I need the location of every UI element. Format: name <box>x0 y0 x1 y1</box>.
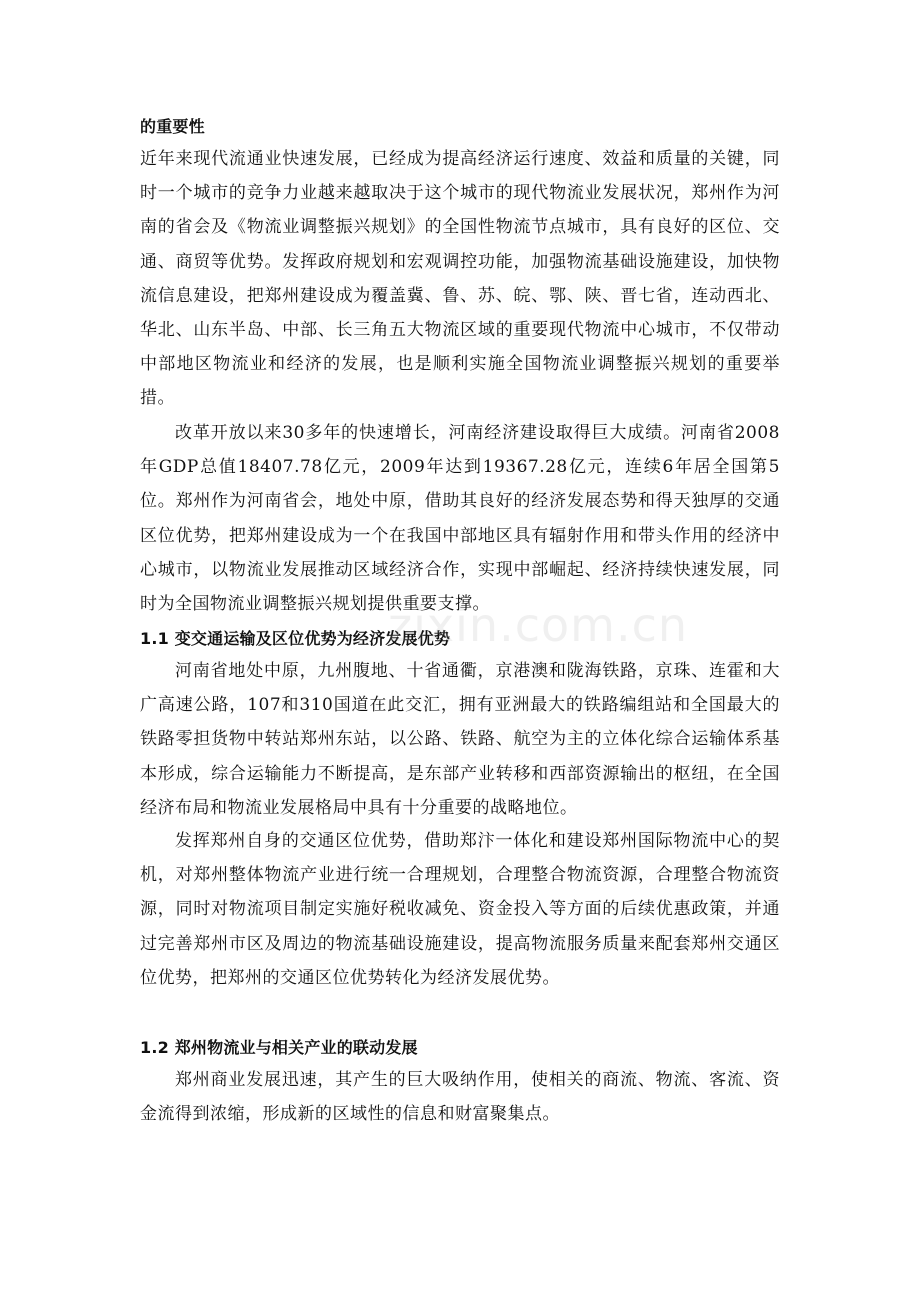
paragraph-section-1-1-advantage: 发挥郑州自身的交通区位优势，借助郑汴一体化和建设郑州国际物流中心的契机，对郑州整体物流产业进行统一合理规划，合理整合物流资源，合理整合物流资源，同时对物流项目制定实施好税收减免、资金投入等方面的后续优惠政策，并通过完善郑州市区及周边的物流基础设施建设，提高物流服务质量来配套郑州交通区位优势，把郑州的交通区位优势转化为经济发展优势。 <box>140 831 780 988</box>
document-page <box>140 112 780 1131</box>
watermark-text: zixin.com.cn <box>388 598 689 652</box>
section-1-2-heading: 1.2 郑州物流业与相关产业的联动发展 <box>140 1038 418 1057</box>
paragraph-intro: 近年来现代流通业快速发展，已经成为提高经济运行速度、效益和质量的关键，同时一个城市的竞争力业越来越取决于这个城市的现代物流业发展状况，郑州作为河南的省会及《物流业调整振兴规划》的全国性物流节点城市，具有良好的区位、交通、商贸等优势。发挥政府规划和宏观调控功能，加强物流基础设施建设，加快物流信息建设，把郑州建设成为覆盖冀、鲁、苏、皖、鄂、陕、晋七省，连动西北、华北、山东半岛、中部、长三角五大物流区域的重要现代物流中心城市，不仅带动中部地区物流业和经济的发展，也是顺利实施全国物流业调整振兴规划的重要举措。 <box>140 149 780 409</box>
section-1-1-heading: 1.1 变交通运输及区位优势为经济发展优势 <box>140 629 451 648</box>
paragraph-section-1-2-commerce: 郑州商业发展迅速，其产生的巨大吸纳作用，使相关的商流、物流、客流、资金流得到浓缩，形成新的区域性的信息和财富聚集点。 <box>140 1070 780 1125</box>
continued-heading: 的重要性 <box>140 117 205 136</box>
paragraph-reform: 改革开放以来30多年的快速增长，河南经济建设取得巨大成绩。河南省2008年GDP总值18407.78亿元，2009年达到19367.28亿元，连续6年居全国第5位。郑州作为河南省会，地处中原，借助其良好的经济发展态势和得天独厚的交通区位优势，把郑州建设成为一个在我国中部地区具有辐射作用和带头作用的经济中心城市，以物流业发展推动区域经济合作，实现中部崛起、经济持续快速发展，同时为全国物流业调整振兴规划提供重要支撑。 <box>140 423 780 615</box>
paragraph-section-1-1-location: 河南省地处中原，九州腹地、十省通衢，京港澳和陇海铁路，京珠、连霍和大广高速公路，107和310国道在此交汇，拥有亚洲最大的铁路编组站和全国最大的铁路零担货物中转站郑州东站，以公路、铁路、航空为主的立体化综合运输体系基本形成，综合运输能力不断提高，是东部产业转移和西部资源输出的枢纽，在全国经济布局和物流业发展格局中具有十分重要的战略地位。 <box>140 661 780 818</box>
